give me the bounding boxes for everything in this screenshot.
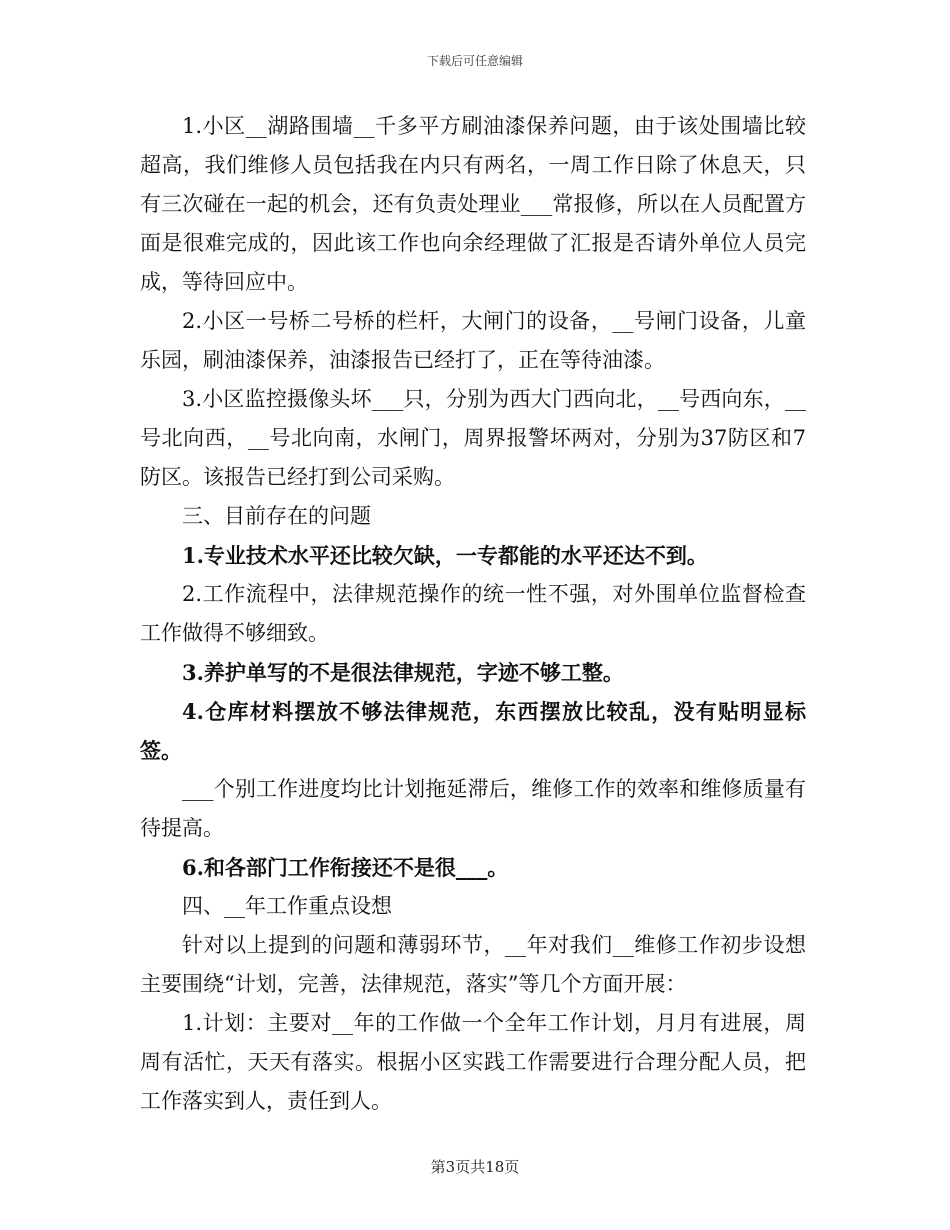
document-body — [140, 107, 806, 1121]
problem-item-3: 3.养护单写的不是很法律规范，字迹不够工整。 — [182, 660, 624, 685]
plan-intro-paragraph: 针对以上提到的问题和薄弱环节，__年对我们__维修工作初步设想主要围绕“计划，完善，法律规范，落实”等几个方面开展： — [140, 933, 806, 996]
problem-item-6: 6.和各部门工作衔接还不是很___。 — [182, 855, 509, 880]
problem-item-5: ___个别工作进度均比计划拖延滞后，维修工作的效率和维修质量有待提高。 — [140, 777, 806, 840]
page-header: 下载后可任意编辑 — [426, 54, 523, 68]
section-heading-plan: 四、__年工作重点设想 — [182, 894, 392, 918]
plan-item-1: 1.计划：主要对__年的工作做一个全年工作计划，月月有进展，周周有活忙，天天有落实。根据小区实践工作需要进行合理分配人员，把工作落实到人，责任到人。 — [140, 1011, 806, 1113]
page-number-footer: 第3页共18页 — [430, 1158, 520, 1176]
problem-item-4: 4.仓库材料摆放不够法律规范，东西摆放比较乱，没有贴明显标签。 — [140, 699, 806, 763]
problem-item-1: 1.专业技术水平还比较欠缺，一专都能的水平还达不到。 — [182, 543, 708, 568]
problem-item-2: 2.工作流程中，法律规范操作的统一性不强，对外围单位监督检查工作做得不够细致。 — [140, 582, 806, 645]
paragraph-item-2-bridge-railings: 2.小区一号桥二号桥的栏杆，大闸门的设备，__号闸门设备，儿童乐园，刷油漆保养，油漆报告已经打了，正在等待油漆。 — [140, 309, 806, 372]
paragraph-item-1-wall-paint: 1.小区__湖路围墙__千多平方刷油漆保养问题，由于该处围墙比较超高，我们维修人员包括我在内只有两名，一周工作日除了休息天，只有三次碰在一起的机会，还有负责处理业___常报修，所以在人员配置方面是很难完成的，因此该工作也向余经理做了汇报是否请外单位人员完成，等待回应中。 — [140, 114, 806, 294]
paragraph-item-3-cameras: 3.小区监控摄像头坏___只，分别为西大门西向北，__号西向东，__号北向西，__号北向南，水闸门，周界报警坏两对，分别为37防区和7防区。该报告已经打到公司采购。 — [140, 387, 806, 489]
section-heading-problems: 三、目前存在的问题 — [182, 504, 371, 528]
